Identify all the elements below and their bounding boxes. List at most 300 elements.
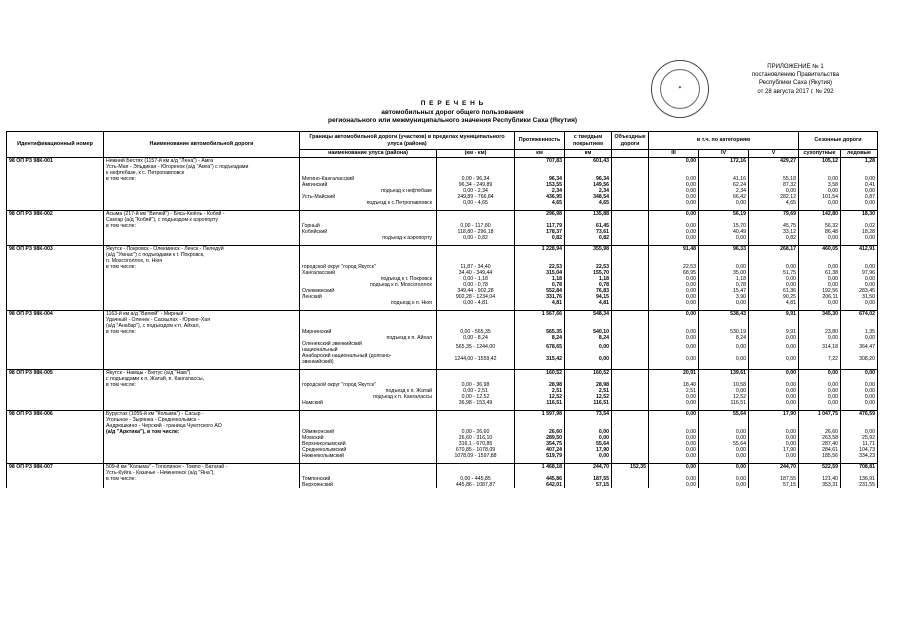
cat4-value: 66,42 — [699, 194, 749, 200]
km-range: 11,87 - 34,40 — [437, 264, 515, 270]
cat4-value: 0,78 — [699, 282, 749, 288]
road-id: 98 ОП РЗ 98К-003 — [7, 246, 104, 253]
road-name-cont: Усть-Куйга - Казачье - Нижнеянск (а/д "Яна"), — [104, 470, 300, 476]
ice-value: 0,87 — [841, 194, 878, 200]
cat4-value: 15,47 — [699, 288, 749, 294]
cat4-value: 0,00 — [699, 453, 749, 459]
cat3-value: 0,00 — [649, 476, 699, 482]
cat5-value: 0,00 — [749, 282, 799, 288]
roads-table-body — [7, 158, 878, 489]
cat4-value: 56,19 — [699, 211, 749, 218]
objects-value: 152,35 — [612, 464, 649, 471]
length-value: 1 228,94 — [515, 246, 565, 253]
cat4-value: 0,00 — [699, 353, 749, 365]
hard-value: 155,70 — [565, 270, 612, 276]
km-range: 0,00 - 117,80 — [437, 223, 515, 229]
length-value: 407,24 — [515, 447, 565, 453]
header-ulus: наименование улуса (района) — [300, 150, 437, 158]
length-value: 117,79 — [515, 223, 565, 229]
hard-value: 548,34 — [565, 311, 612, 318]
summer-value: 101,54 — [799, 194, 841, 200]
cat4-value: 55,64 — [699, 441, 749, 447]
access-road-label: подъезд к нефтебазе — [300, 188, 437, 194]
cat4-value: 0,00 — [699, 447, 749, 453]
summer-value: 206,11 — [799, 294, 841, 300]
cat3-value: 0,00 — [649, 435, 699, 441]
km-range: 316,1 - 670,85 — [437, 441, 515, 447]
ulus-name: Томпонский — [300, 476, 437, 482]
road-name — [104, 341, 300, 353]
ice-value: 97,96 — [841, 270, 878, 276]
ice-value: 1,28 — [841, 158, 878, 165]
cat4-value: 0,00 — [699, 388, 749, 394]
length-value: 178,37 — [515, 229, 565, 235]
summer-value: 185,56 — [799, 453, 841, 459]
cat4-value: 62,24 — [699, 182, 749, 188]
header-length: Протяженность — [515, 132, 565, 150]
summer-value: 0,00 — [799, 188, 841, 194]
header-cat3: III — [649, 150, 699, 158]
appendix-block — [708, 63, 883, 96]
cat4-value: 10,58 — [699, 382, 749, 388]
summer-value: 86,48 — [799, 229, 841, 235]
hard-value: 0,82 — [565, 235, 612, 241]
cat5-value: 0,00 — [749, 370, 799, 377]
hard-value: 73,54 — [565, 411, 612, 418]
road-id: 98 ОП РЗ 98К-005 — [7, 370, 104, 377]
ulus-name: Верхнеколымский — [300, 441, 437, 447]
road-name — [104, 482, 300, 488]
id-cell — [7, 341, 104, 353]
table-row — [7, 353, 878, 365]
header-seasonal: Сезонные дороги — [799, 132, 878, 150]
ice-value: 31,50 — [841, 294, 878, 300]
cat4-value: 0,00 — [699, 264, 749, 270]
km-range: 349,44 - 902,28 — [437, 288, 515, 294]
cat5-value: 429,27 — [749, 158, 799, 165]
road-name: в том числе: — [104, 264, 300, 270]
ice-value: 18,30 — [841, 211, 878, 218]
summer-value: 0,00 — [799, 370, 841, 377]
ulus-name: Верхоянский — [300, 482, 437, 488]
ice-value: 136,91 — [841, 476, 878, 482]
cat3-value: 0,00 — [649, 188, 699, 194]
document-subtitle-2: регионального или межмуниципального значения Республики Саха (Якутия) — [327, 117, 578, 124]
length-value: 2,34 — [515, 188, 565, 194]
hard-value: 12,52 — [565, 394, 612, 400]
ice-value: 11,71 — [841, 441, 878, 447]
ice-value: 334,23 — [841, 453, 878, 459]
km-range: 0,00 - 8,24 — [437, 335, 515, 341]
header-cat4: IV — [699, 150, 749, 158]
cat5-value: 0,00 — [749, 400, 799, 406]
cat4-value: 530,19 — [699, 329, 749, 335]
header-km: (км - км) — [437, 150, 515, 158]
cat3-value: 20,91 — [649, 370, 699, 377]
cat3-value: 0,00 — [649, 229, 699, 235]
ulus-name: Мирнинский — [300, 329, 437, 335]
header-unit-km — [612, 150, 649, 158]
hard-value: 135,88 — [565, 211, 612, 218]
length-value: 552,84 — [515, 288, 565, 294]
summer-value: 0,00 — [799, 200, 841, 206]
cat5-value: 187,55 — [749, 476, 799, 482]
ice-value: 476,59 — [841, 411, 878, 418]
km-range: 0,00 - 26,60 — [437, 429, 515, 435]
header-hard: с твердым покрытием — [565, 132, 612, 150]
length-value: 26,60 — [515, 429, 565, 435]
cat3-value: 0,00 — [649, 158, 699, 165]
ice-value: 0,41 — [841, 182, 878, 188]
cat4-value: 1,18 — [699, 276, 749, 282]
cat5-value: 4,65 — [749, 200, 799, 206]
cat3-value: 0,00 — [649, 464, 699, 471]
length-value: 8,24 — [515, 335, 565, 341]
hard-value: 0,00 — [565, 341, 612, 353]
hard-value: 17,90 — [565, 447, 612, 453]
hard-value: 55,64 — [565, 441, 612, 447]
id-cell — [7, 482, 104, 488]
cat3-value: 22,53 — [649, 264, 699, 270]
km-range: 118,80 - 296,18 — [437, 229, 515, 235]
length-value: 315,04 — [515, 270, 565, 276]
summer-value: 460,05 — [799, 246, 841, 253]
hard-value: 116,51 — [565, 400, 612, 406]
header-cat5: V — [749, 150, 799, 158]
header-categories: в т.ч. по категориям — [649, 132, 799, 150]
summer-value: 0,00 — [799, 388, 841, 394]
ice-value: 0,00 — [841, 282, 878, 288]
km-range: 0,00 - 1,18 — [437, 276, 515, 282]
access-road-label: подъезд к аэропорту — [300, 235, 437, 241]
length-value: 436,95 — [515, 194, 565, 200]
road-name: 1163-й км а/д "Вилюй" - Мирный - — [104, 311, 300, 318]
cat4-value: 172,16 — [699, 158, 749, 165]
length-value: 2,51 — [515, 388, 565, 394]
summer-value: 345,30 — [799, 311, 841, 318]
hard-value: 94,15 — [565, 294, 612, 300]
ice-value: 0,00 — [841, 176, 878, 182]
road-name: Бурустах (1055-й км "Колыма") - Сасыр - — [104, 411, 300, 418]
cat3-value: 0,00 — [649, 400, 699, 406]
road-name: (а/д "Арктика"), в том числе: — [104, 429, 300, 435]
ice-value: 412,91 — [841, 246, 878, 253]
summer-value: 0,00 — [799, 235, 841, 241]
road-name-cont: с подъездами к п. Жатай, п. Кангалассы, — [104, 376, 300, 382]
hard-value: 601,43 — [565, 158, 612, 165]
header-id: Идентификационный номер — [7, 132, 104, 158]
access-road-label: подъезд к п. Жатай — [300, 388, 437, 394]
cat5-value: 0,00 — [749, 394, 799, 400]
summer-value: 0,00 — [799, 264, 841, 270]
cat5-value: 17,90 — [749, 447, 799, 453]
road-name: в том числе: — [104, 223, 300, 229]
summer-value: 23,80 — [799, 329, 841, 335]
appendix-line: постановлению Правительства — [751, 72, 840, 79]
road-name-cont: Андрюшкино - Черский - граница Чукотского АО — [104, 423, 300, 429]
hard-value: 0,00 — [565, 435, 612, 441]
ice-value: 1,35 — [841, 329, 878, 335]
length-value: 12,52 — [515, 394, 565, 400]
km-range: 670,85 - 1078,09 — [437, 447, 515, 453]
summer-value: 522,59 — [799, 464, 841, 471]
length-value: 445,86 — [515, 476, 565, 482]
ulus-name: Горный — [300, 223, 437, 229]
id-cell — [7, 353, 104, 365]
road-name-cont: Угольное - Зырянка - Среднеколымск - — [104, 417, 300, 423]
cat3-value: 0,00 — [649, 441, 699, 447]
hard-value: 0,78 — [565, 282, 612, 288]
summer-value: 61,38 — [799, 270, 841, 276]
cat5-value: 0,00 — [749, 453, 799, 459]
cat3-value: 0,00 — [649, 282, 699, 288]
hard-value: 160,52 — [565, 370, 612, 377]
ice-value: 0,00 — [841, 335, 878, 341]
objects-value — [612, 353, 649, 365]
cat5-value: 90,25 — [749, 294, 799, 300]
summer-value: 0,00 — [799, 176, 841, 182]
cat3-value: 0,00 — [649, 194, 699, 200]
road-name-cont: Усть-Мая - Эльдикан - Югоренок (а/д "Амга") с подъездами — [104, 164, 300, 170]
cat5-value: 0,00 — [749, 188, 799, 194]
hard-value: 149,56 — [565, 182, 612, 188]
ice-value: 0,00 — [841, 300, 878, 306]
cat4-value: 0,00 — [699, 435, 749, 441]
ulus-name-line: Анабарский национальный (долгано- — [302, 353, 392, 359]
road-name-cont: п. Мохсоголлох, п. Нюя — [104, 258, 300, 264]
cat5-value: 57,15 — [749, 482, 799, 488]
km-range: 0,00 - 4,81 — [437, 300, 515, 306]
road-id: 98 ОП РЗ 98К-001 — [7, 158, 104, 165]
cat3-value: 0,00 — [649, 276, 699, 282]
header-objects: Объездные дороги — [612, 132, 649, 150]
header-summer: сухопутные — [799, 150, 841, 158]
road-name-cont: к нефтебазе, к с. Петропавловск — [104, 170, 300, 176]
appendix-line: Республики Саха (Якутия) — [758, 80, 833, 87]
summer-value: 121,40 — [799, 476, 841, 482]
cat5-value: 0,00 — [749, 264, 799, 270]
road-id: 98 ОП РЗ 98К-006 — [7, 411, 104, 418]
access-road-label: подъезд к г. Покровск — [300, 276, 437, 282]
ice-value: 104,73 — [841, 447, 878, 453]
hard-value: 2,34 — [565, 188, 612, 194]
length-value: 1,18 — [515, 276, 565, 282]
km-range: 1078,09 - 1597,88 — [437, 453, 515, 459]
cat4-value: 0,00 — [699, 235, 749, 241]
ulus-name: Оймяконский — [300, 429, 437, 435]
ice-value: 0,00 — [841, 382, 878, 388]
summer-value: 263,58 — [799, 435, 841, 441]
ice-value: 0,00 — [841, 264, 878, 270]
cat5-value: 55,18 — [749, 176, 799, 182]
cat5-value: 4,81 — [749, 300, 799, 306]
km-range: 26,60 - 316,10 — [437, 435, 515, 441]
km-range: 0,00 - 96,34 — [437, 176, 515, 182]
ice-value: 25,92 — [841, 435, 878, 441]
cat5-value: 9,91 — [749, 329, 799, 335]
km-range: 96,34 - 249,89 — [437, 182, 515, 188]
cat4-value: 0,00 — [699, 476, 749, 482]
road-name-cont: (а/д "Анабар"), с подъездом к п. Айхал, — [104, 323, 300, 329]
cat5-value: 33,12 — [749, 229, 799, 235]
hard-value: 187,55 — [565, 476, 612, 482]
access-road-label: подъезд к п. Мохсоголлох — [300, 282, 437, 288]
hard-value: 244,70 — [565, 464, 612, 471]
cat5-value: 0,00 — [749, 341, 799, 353]
cat3-value: 0,00 — [649, 447, 699, 453]
length-value: 1 468,18 — [515, 464, 565, 471]
road-name: Нижний Бестях (1157-й км а/д "Лена") - Амга — [104, 158, 300, 165]
hard-value: 22,53 — [565, 264, 612, 270]
access-road-label: подъезд к п. Нюя — [300, 300, 437, 306]
hard-value: 348,54 — [565, 194, 612, 200]
ice-value: 0,00 — [841, 200, 878, 206]
length-value: 707,83 — [515, 158, 565, 165]
cat5-value: 17,90 — [749, 411, 799, 418]
road-name — [104, 353, 300, 365]
km-range: 0,00 - 36,98 — [437, 382, 515, 388]
km-range: 902,28 - 1234,04 — [437, 294, 515, 300]
cat4-value: 96,33 — [699, 246, 749, 253]
ice-value: 0,00 — [841, 429, 878, 435]
km-range: 34,40 - 349,44 — [437, 270, 515, 276]
summer-value: 314,18 — [799, 341, 841, 353]
ulus-name-line: Оленекский эвенкийский — [302, 341, 362, 347]
cat3-value: 91,48 — [649, 246, 699, 253]
hard-value: 8,24 — [565, 335, 612, 341]
cat4-value: 0,00 — [699, 341, 749, 353]
ulus-name: Мегино-Кангаласский — [300, 176, 437, 182]
length-value: 160,52 — [515, 370, 565, 377]
cat5-value: 0,00 — [749, 435, 799, 441]
km-range: 1244,00 - 1559,42 — [437, 353, 515, 365]
cat4-value: 55,64 — [699, 411, 749, 418]
cat5-value: 87,32 — [749, 182, 799, 188]
km-range: 249,89 - 766,84 — [437, 194, 515, 200]
km-range: 0,00 - 12,52 — [437, 394, 515, 400]
ice-value: 283,45 — [841, 288, 878, 294]
ice-value: 0,00 — [841, 276, 878, 282]
table-row — [7, 482, 878, 488]
ulus-name-line: эвенкийский) — [302, 359, 334, 365]
cat3-value: 18,40 — [649, 382, 699, 388]
ice-value: 308,20 — [841, 353, 878, 365]
ice-value: 0,00 — [841, 388, 878, 394]
cat3-value: 0,00 — [649, 311, 699, 318]
ice-value: 18,28 — [841, 229, 878, 235]
header-name: Наименование автомобильной дороги — [104, 132, 300, 158]
hard-value: 4,81 — [565, 300, 612, 306]
hard-value: 1,18 — [565, 276, 612, 282]
length-value: 4,81 — [515, 300, 565, 306]
road-name-cont: Удачный - Оленек - Саскылах - Юрюнг-Хая — [104, 317, 300, 323]
ulus-name: Кобяйский — [300, 229, 437, 235]
cat4-value: 116,51 — [699, 400, 749, 406]
cat5-value: 244,70 — [749, 464, 799, 471]
ulus-name: Момский — [300, 435, 437, 441]
roads-table — [6, 131, 878, 488]
ice-value: 364,47 — [841, 341, 878, 353]
ice-value: 0,00 — [841, 188, 878, 194]
appendix-line: ПРИЛОЖЕНИЕ № 1 — [767, 64, 824, 70]
length-value: 678,65 — [515, 341, 565, 353]
cat3-value: 68,95 — [649, 270, 699, 276]
km-range: 0,00 - 0,82 — [437, 235, 515, 241]
ice-value: 0,00 — [841, 235, 878, 241]
cat4-value: 8,24 — [699, 335, 749, 341]
hard-value: 57,15 — [565, 482, 612, 488]
cat3-value: 0,00 — [649, 429, 699, 435]
access-road-label: подъезд к с.Петропавловск — [300, 200, 437, 206]
hard-value: 61,45 — [565, 223, 612, 229]
cat5-value: 0,00 — [749, 382, 799, 388]
summer-value: 192,56 — [799, 288, 841, 294]
cat4-value: 538,43 — [699, 311, 749, 318]
length-value: 565,35 — [515, 329, 565, 335]
header-bounds: Границы автомобильной дороги (участков) в пределах муниципального улуса (района) — [300, 132, 515, 150]
ice-value: 708,81 — [841, 464, 878, 471]
cat3-value: 0,00 — [649, 482, 699, 488]
length-value: 0,82 — [515, 235, 565, 241]
cat4-value: 40,49 — [699, 229, 749, 235]
cat5-value: 0,00 — [749, 276, 799, 282]
cat5-value: 61,36 — [749, 288, 799, 294]
summer-value: 353,31 — [799, 482, 841, 488]
cat3-value: 0,00 — [649, 329, 699, 335]
length-value: 1 567,66 — [515, 311, 565, 318]
cat5-value: 268,17 — [749, 246, 799, 253]
ulus-name-line: национальный — [302, 347, 338, 353]
hard-value: 96,34 — [565, 176, 612, 182]
road-name: Якутск - Намцы - Бютус (а/д "Нам") — [104, 370, 300, 377]
hard-value: 0,00 — [565, 453, 612, 459]
summer-value: 284,61 — [799, 447, 841, 453]
summer-value: 287,40 — [799, 441, 841, 447]
length-value: 96,34 — [515, 176, 565, 182]
ulus-name: Хангаласский — [300, 270, 437, 276]
km-range: 0,00 - 2,51 — [437, 388, 515, 394]
km-range: 0,00 - 4,65 — [437, 200, 515, 206]
length-value: 315,42 — [515, 353, 565, 365]
document-subtitle: автомобильных дорог общего пользования — [381, 109, 524, 116]
road-name: Якутск - Покровск - Олекминск - Ленск - Пеледуй — [104, 246, 300, 253]
km-range: 0,00 - 0,78 — [437, 282, 515, 288]
cat4-value: 139,61 — [699, 370, 749, 377]
road-name: Асыма (217-й км "Вилюй") - Бясь-Кюёль - Кобяй - — [104, 211, 300, 218]
document-title: П Е Р Е Ч Е Н Ь — [420, 100, 485, 107]
ice-value: 0,00 — [841, 394, 878, 400]
length-value: 0,78 — [515, 282, 565, 288]
cat3-value: 0,00 — [649, 335, 699, 341]
access-road-label: подъезд к п. Кангалассы — [300, 394, 437, 400]
length-value: 116,51 — [515, 400, 565, 406]
hard-value: 28,98 — [565, 382, 612, 388]
objects-value — [612, 482, 649, 488]
cat4-value: 35,00 — [699, 270, 749, 276]
cat3-value: 0,00 — [649, 394, 699, 400]
length-value: 1 597,98 — [515, 411, 565, 418]
ulus-name — [300, 353, 437, 365]
cat5-value: 79,69 — [749, 211, 799, 218]
hard-value: 4,65 — [565, 200, 612, 206]
summer-value: 7,22 — [799, 353, 841, 365]
cat5-value: 0,00 — [749, 429, 799, 435]
road-name-cont: Сангар (а/д "Кобяй"), с подъездом к аэропорту — [104, 217, 300, 223]
appendix-line: от 28 августа 2017 г. № 292 — [757, 88, 834, 95]
cat5-value: 9,91 — [749, 311, 799, 318]
hard-value: 2,51 — [565, 388, 612, 394]
cat4-value: 41,16 — [699, 176, 749, 182]
